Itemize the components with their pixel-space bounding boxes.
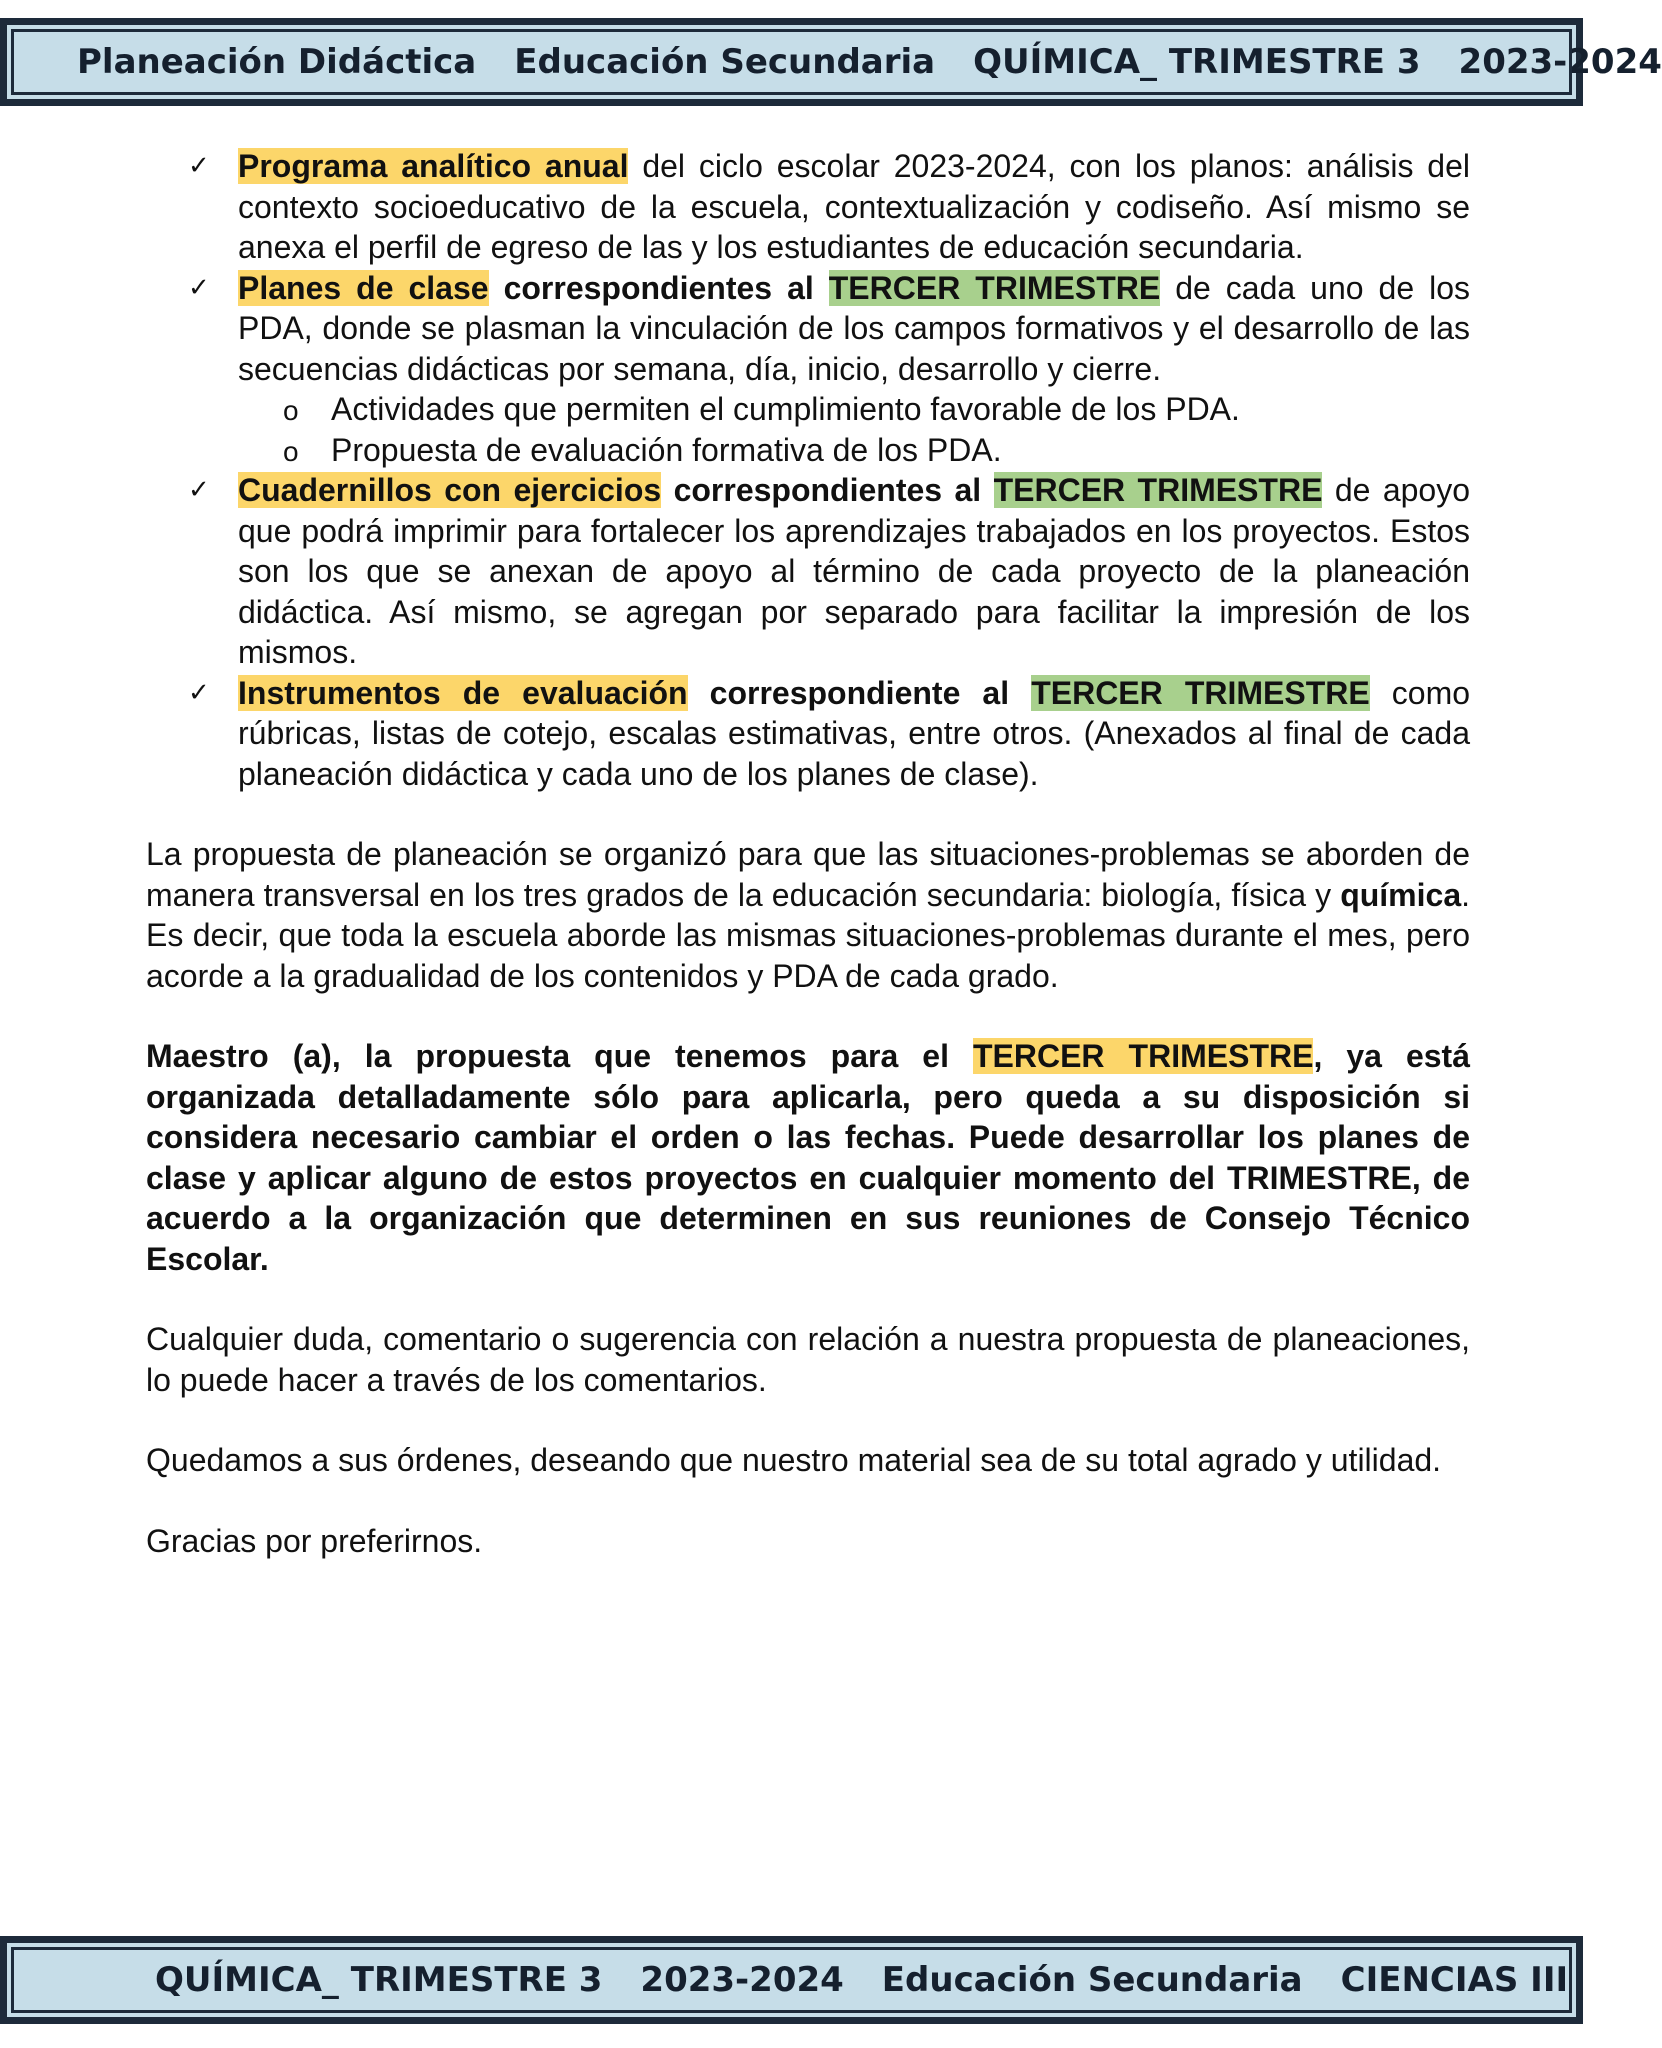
- item-highlight: Programa analítico anual: [238, 148, 629, 184]
- page-header: [0, 18, 1662, 106]
- paragraph-text: , ya está organizada detalladamente sólo para aplicarla, pero queda a su disposición si considera necesario cambiar el orden o las fechas. Puede desarrollar los planes de clase y aplicar alguno de estos proyectos en cualquier momento del TRIMESTRE, de acuerdo a la organización que determinen en sus reuniones de Consejo Técnico Escolar.: [146, 1038, 1470, 1277]
- item-green-highlight: TERCER TRIMESTRE: [993, 472, 1323, 508]
- document-body: [146, 146, 1470, 1561]
- item-bold-text: correspondiente al: [687, 674, 1032, 711]
- footer-level: Educación Secundaria: [881, 1960, 1303, 2000]
- sub-list-item: [238, 430, 1470, 471]
- paragraph-text: . Es decir, que toda la escuela aborde las mismas situaciones-problemas durante el mes, pero acorde a la gradualidad de los contenidos y PDA de cada grado.: [146, 876, 1470, 994]
- paragraph-transversal: [146, 834, 1470, 996]
- list-item: [146, 470, 1470, 673]
- header-level: Educación Secundaria: [514, 42, 936, 82]
- sub-list: [238, 389, 1470, 470]
- item-highlight: Planes de clase: [238, 269, 489, 306]
- footer-subject: QUÍMICA_ TRIMESTRE 3: [155, 1960, 603, 2000]
- item-text: de cada uno de los PDA, donde se plasman la vinculación de los campos formativos y el desarrollo de las secuencias didácticas por semana, día, inicio, desarrollo y cierre.: [238, 269, 1471, 387]
- circle-icon: o: [283, 395, 299, 426]
- check-icon: ✓: [188, 151, 210, 181]
- paragraph-closing: Quedamos a sus órdenes, deseando que nuestro material sea de su total agrado y utilidad.: [146, 1442, 1442, 1478]
- sub-list-item: [238, 389, 1470, 430]
- check-icon: ✓: [188, 677, 210, 708]
- check-icon: ✓: [188, 475, 210, 505]
- item-bold-text: correspondientes al: [488, 269, 829, 306]
- item-text: como rúbricas, listas de cotejo, escalas estimativas, entre otros. (Anexados al final de cada planeación didáctica y cada uno de los planes de clase).: [238, 674, 1471, 792]
- paragraph-teacher-note: [146, 1036, 1470, 1279]
- paragraph-thanks: Gracias por preferirnos.: [146, 1522, 483, 1559]
- paragraph-highlight: TERCER TRIMESTRE: [972, 1038, 1314, 1074]
- check-icon: ✓: [188, 272, 210, 303]
- item-green-highlight: TERCER TRIMESTRE: [828, 269, 1161, 306]
- header-subject: QUÍMICA_ TRIMESTRE 3: [973, 42, 1421, 82]
- list-item: [146, 268, 1470, 471]
- paragraph-text: La propuesta de planeación se organizó para que las situaciones-problemas se aborden de manera transversal en los tres grados de la educación secundaria: biología, física y: [146, 836, 1470, 913]
- item-text: de apoyo que podrá imprimir para fortalecer los aprendizajes trabajados en los proyectos. Estos son los que se anexan de apoyo al término de cada proyecto de la planeación didáctica. Así mismo, se agregan por separado para facilitar la impresión de los mismos.: [238, 472, 1471, 670]
- item-highlight: Cuadernillos con ejercicios: [238, 472, 662, 508]
- item-text: del ciclo escolar 2023-2024, con los planos: análisis del contexto socioeducativo de la escuela, contextualización y codiseño. Así mismo se anexa el perfil de egreso de las y los estudiantes de educación secundaria.: [238, 148, 1471, 265]
- sub-item-text: Propuesta de evaluación formativa de los PDA.: [331, 431, 1002, 468]
- item-highlight: Instrumentos de evaluación: [238, 674, 688, 711]
- page-footer: [0, 1936, 1583, 2024]
- header-year: 2023-2024: [1458, 42, 1662, 82]
- deliverables-list: [146, 146, 1470, 794]
- footer-course: CIENCIAS III: [1340, 1960, 1569, 2000]
- circle-icon: o: [283, 435, 299, 467]
- item-bold-text: correspondientes al: [661, 472, 994, 508]
- header-title: Planeación Didáctica: [77, 42, 477, 82]
- paragraph-feedback: Cualquier duda, comentario o sugerencia con relación a nuestra propuesta de planeaciones, lo puede hacer a través de los comentarios.: [146, 1321, 1470, 1398]
- list-item: [146, 673, 1470, 795]
- footer-year: 2023-2024: [640, 1960, 844, 2000]
- paragraph-bold: química: [1340, 876, 1462, 913]
- list-item: [146, 146, 1470, 268]
- sub-item-text: Actividades que permiten el cumplimiento favorable de los PDA.: [331, 391, 1240, 427]
- paragraph-text: Maestro (a), la propuesta que tenemos para el: [146, 1038, 973, 1074]
- item-green-highlight: TERCER TRIMESTRE: [1031, 674, 1370, 711]
